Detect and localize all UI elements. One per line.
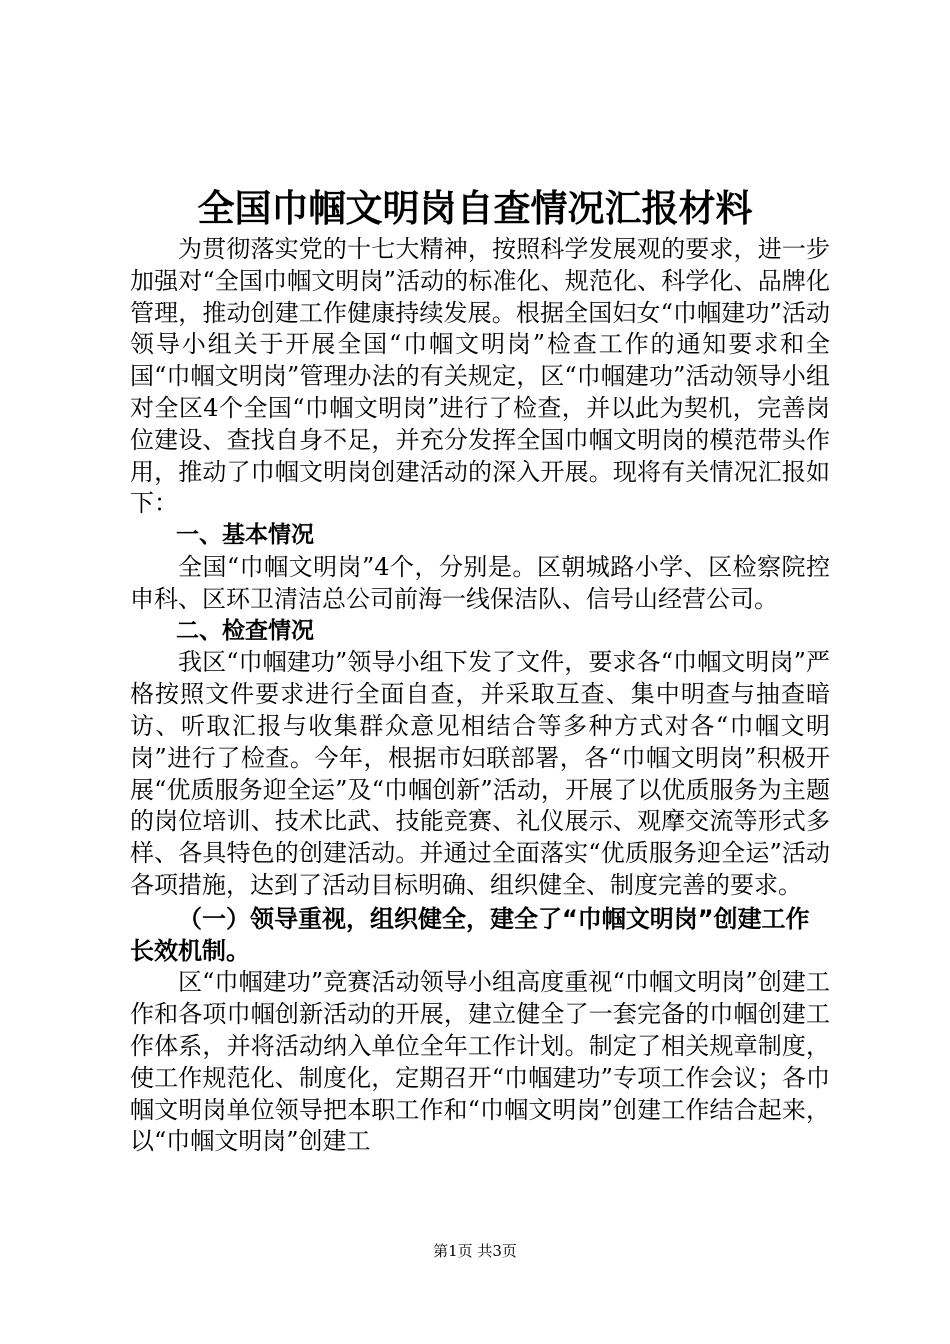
document-title: 全国巾帼文明岗自查情况汇报材料	[197, 187, 753, 230]
document-body	[130, 234, 830, 1158]
subsection-heading-leadership: （一）领导重视，组织健全，建全了“巾帼文明岗”创建工作长效机制。	[130, 904, 810, 965]
section-heading-inspection: 二、检查情况	[176, 617, 314, 644]
inspection-paragraph: 我区“巾帼建功”领导小组下发了文件，要求各“巾帼文明岗”严格按照文件要求进行全面自查，并采取互查、集中明查与抽查暗访、听取汇报与收集群众意见相结合等多种方式对各“巾帼文明岗”进行了检查。今年，根据市妇联部署，各“巾帼文明岗”积极开展“优质服务迎全运”及“巾帼创新”活动，开展了以优质服务为主题的岗位培训、技术比武、技能竞赛、礼仪展示、观摩交流等形式多样、各具特色的创建活动。并通过全面落实“优质服务迎全运”活动各项措施，达到了活动目标明确、组织健全、制度完善的要求。	[130, 648, 830, 899]
page-footer: 第1页 共3页	[433, 1242, 517, 1260]
intro-paragraph: 为贯彻落实党的十七大精神，按照科学发展观的要求，进一步加强对“全国巾帼文明岗”活动的标准化、规范化、科学化、品牌化管理，推动创建工作健康持续发展。根据全国妇女“巾帼建功”活动领导小组关于开展全国“巾帼文明岗”检查工作的通知要求和全国“巾帼文明岗”管理办法的有关规定，区“巾帼建功”活动领导小组对全区4个全国“巾帼文明岗”进行了检查，并以此为契机，完善岗位建设、查找自身不足，并充分发挥全国巾帼文明岗的模范带头作用，推动了巾帼文明岗创建活动的深入开展。现将有关情况汇报如下：	[130, 235, 830, 518]
leadership-paragraph: 区“巾帼建功”竞赛活动领导小组高度重视“巾帼文明岗”创建工作和各项巾帼创新活动的开展，建立健全了一套完备的巾帼创建工作体系，并将活动纳入单位全年工作计划。制定了相关规章制度，使工作规范化、制度化，定期召开“巾帼建功”专项工作会议；各巾帼文明岗单位领导把本职工作和“巾帼文明岗”创建工作结合起来，以“巾帼文明岗”创建工	[130, 968, 830, 1156]
basic-situation-paragraph: 全国“巾帼文明岗”4个，分别是。区朝城路小学、区检察院控申科、区环卫清洁总公司前海一线保洁队、信号山经营公司。	[130, 552, 830, 613]
section-heading-basic-situation: 一、基本情况	[176, 522, 314, 549]
